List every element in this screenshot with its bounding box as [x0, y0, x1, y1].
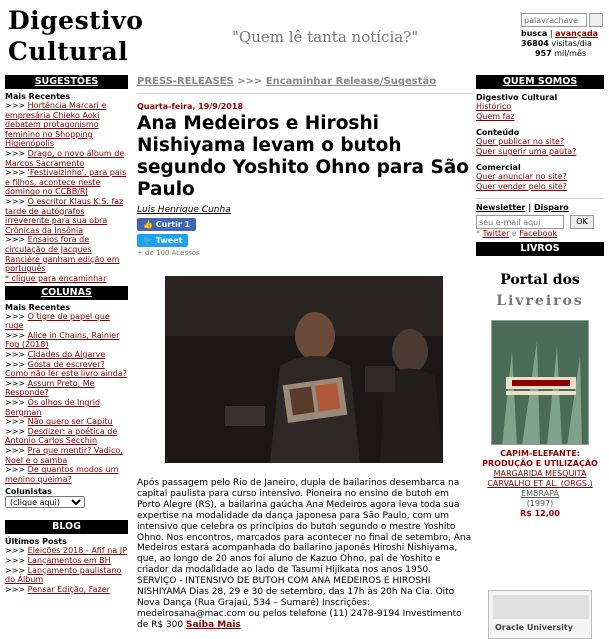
book-cover[interactable]: [491, 320, 589, 445]
sugestao-link[interactable]: O escritor Klaus K.S. faz tarde de autógrafos irreverente para sua obra Crônicas da Insônia: [5, 196, 124, 235]
share-and: e: [509, 229, 520, 238]
newsletter-row: [476, 198, 604, 212]
arrow-marker: >>>: [5, 196, 28, 206]
coluna-item: [5, 446, 128, 465]
arrow-marker: >>>: [5, 426, 28, 436]
read-more-link[interactable]: Saiba Mais: [186, 619, 241, 630]
coluna-link[interactable]: Assum Preto, Me Responde?: [5, 378, 95, 398]
author-link[interactable]: Luis Henrique Cunha: [137, 205, 231, 215]
breadcrumb: [137, 75, 472, 89]
coluna-item: [5, 312, 128, 331]
newsletter-sep: |: [525, 203, 534, 212]
colunas-heading[interactable]: COLUNAS: [5, 286, 128, 300]
article-body-text: Após passagem pelo Rio de Janeiro, dupla de bailarinos desembarca na capital paulista para curso intensivo. Pioneira no ensino de butoh em Porto Alegre (RS), a bailarina gaúcha Ana Medeiros agora leva toda sua expertise na modalidade da dança japonesa para São Paulo, com um intensivo que celebra os princípios do butoh segundo o mestre Yoshito Ohno. Nos encontros, marcados para acontecer no final de setembro, Ana Medeiros estará acompanhada do bailarino japonês Hiroshi Nishiyama, que, ao longo de 20 anos foi aluno de Kazuo Ohno, pai de Yoshito e criador da modalidade ao lado de Tasumi Hijikata nos anos 1950. SERVIÇO - INTENSIVO DE BUTOH COM ANA MEDEIROS E HIROSHI NISHIYAMA Dias 28, 29 e 30 de setembro, das 17h às 20h Na Cia. Oito Nova Dança (Rua Grajaú, 534 – Sumaré) Inscrições: medeirosana@mac.com ou pelos telefone (11) 2478-9194 Investimento de R$ 300: [137, 478, 472, 630]
facebook-link[interactable]: Facebook: [519, 229, 557, 238]
sugestao-item: [5, 101, 128, 149]
newsletter-email-input[interactable]: [476, 215, 564, 229]
article-title: Ana Medeiros e Hiroshi Nishiyama levam o butoh segundo Yoshito Ohno para São Paulo: [137, 113, 469, 200]
arrow-marker: >>>: [5, 565, 28, 575]
blog-post-item: [5, 585, 128, 595]
newsletter-ok-button[interactable]: OK: [570, 215, 594, 229]
tweet-label: Tweet: [155, 236, 183, 245]
main-content: [137, 75, 472, 257]
blog-subheading: Últimos Posts: [5, 537, 67, 547]
coluna-item: [5, 417, 128, 427]
sugestao-link[interactable]: 'Festivalzinho', para pais e filhos, acontece neste domingo no CCBB/RJ: [5, 168, 127, 197]
book-cover-art: [492, 321, 589, 445]
sell-link[interactable]: Quer vender pelo site?: [476, 182, 568, 191]
arrow-marker: >>>: [5, 359, 28, 369]
article-body: [137, 478, 472, 631]
arrow-marker: >>>: [5, 101, 28, 110]
thumbs-up-icon: 👍: [143, 220, 156, 229]
divider: [137, 93, 472, 94]
coluna-link[interactable]: Cidades do Algarve: [27, 350, 106, 360]
colunistas-select[interactable]: [5, 496, 85, 508]
historico-link[interactable]: Histórico: [476, 102, 512, 111]
livros-heading[interactable]: LIVROS: [476, 242, 604, 256]
book2-top-band: [493, 595, 589, 619]
article-date: Quarta-feira, 19/9/2018: [137, 102, 244, 111]
monthly-label: mil/mês: [551, 49, 587, 58]
sugestao-item: [5, 168, 128, 197]
blog-post-link[interactable]: Pensar Edição, Fazer: [27, 584, 110, 594]
portal-logo-line-1: Portal dos: [500, 272, 580, 288]
arrow-marker: >>>: [5, 168, 28, 178]
sugestao-item: [5, 235, 128, 273]
twitter-link[interactable]: Twitter: [482, 229, 510, 238]
portal-dos-livreiros-logo[interactable]: [476, 270, 604, 312]
logo-line-1: Digestivo: [8, 6, 144, 35]
coluna-item: [5, 427, 128, 446]
coluna-item: [5, 350, 128, 360]
left-sidebar: [5, 75, 128, 594]
arrow-marker: >>>: [5, 555, 28, 565]
sugestao-item: [5, 149, 128, 168]
suggest-link[interactable]: Quer sugerir uma pauta?: [476, 147, 577, 156]
site-stats: [521, 39, 592, 59]
article-photo: [165, 276, 443, 463]
book-publisher[interactable]: EMBRAPA: [521, 489, 559, 498]
advanced-search-link[interactable]: avançada: [555, 29, 599, 38]
coluna-link[interactable]: O tigre de papel que ruge: [5, 311, 110, 331]
blog-post-link[interactable]: Eleições 2018 - Afif na JP: [27, 546, 127, 556]
visits-label: visitas/dia: [548, 39, 592, 48]
book-title[interactable]: CAPIM-ELEFANTE: PRODUÇÃO E UTILIZAÇÃO: [482, 449, 598, 468]
search-link[interactable]: busca: [521, 29, 548, 38]
share-links: [476, 229, 604, 238]
coluna-link[interactable]: Não quero ser Capitu: [27, 417, 113, 427]
coluna-item: [5, 360, 128, 379]
sugestao-link[interactable]: Drago, o novo álbum de Marcos Sacramento: [5, 148, 125, 168]
blog-post-link[interactable]: Lançamentos em BH: [27, 555, 111, 565]
blog-post-item: [5, 566, 128, 585]
sugestao-link[interactable]: Ensaios fora de circulação de Jacques Rancière ganham edição em português: [5, 235, 120, 274]
disparo-link[interactable]: Disparo: [533, 203, 569, 212]
facebook-like-button[interactable]: [137, 218, 196, 231]
arrow-marker: >>>: [5, 330, 28, 340]
comercial-label: Comercial: [476, 163, 521, 172]
blog-heading[interactable]: BLOG: [5, 520, 128, 534]
conteudo-label: Conteúdo: [476, 128, 520, 137]
arrow-marker: >>>: [5, 417, 28, 427]
arrow-marker: >>>: [5, 311, 28, 321]
book-author[interactable]: MARGARIDA MESQUITA CARVALHO ET AL. (ORGS.): [487, 469, 593, 488]
sugestao-link[interactable]: Hortência Marcari e empresária Chieko Aoki debatem protagonismo feminino no Shopping Higienópolis: [5, 101, 107, 149]
coluna-item: [5, 331, 128, 350]
advertise-link[interactable]: Quer anunciar no site?: [476, 172, 567, 181]
coluna-link[interactable]: Gosta de escrever? Como não ler este livro ainda?: [5, 359, 127, 379]
breadcrumb-press-releases[interactable]: PRESS-RELEASES: [137, 76, 234, 87]
arrow-marker: >>>: [5, 235, 28, 245]
arrow-marker: >>>: [5, 148, 28, 158]
search-input[interactable]: [521, 13, 587, 27]
coluna-link[interactable]: Os olhos de Ingrid Bergman: [5, 398, 101, 417]
search-links: [521, 29, 598, 38]
arrow-marker: >>>: [5, 584, 28, 594]
arrow-marker: >>>: [5, 446, 28, 455]
book-price: R$ 12,00: [520, 509, 560, 518]
portal-logo-line-2: Livreiros: [496, 293, 584, 309]
colunistas-label: Colunistas: [5, 487, 52, 497]
colunas-subheading: Mais Recentes: [5, 302, 71, 312]
coluna-link[interactable]: De quantos modos um menino queima?: [5, 465, 119, 484]
arrow-marker: >>>: [5, 398, 28, 408]
site-logo[interactable]: [8, 5, 143, 67]
share-star: *: [476, 229, 483, 238]
arrow-marker: >>>: [5, 465, 28, 475]
arrow-marker: >>>: [5, 546, 28, 556]
search-button[interactable]: [589, 13, 603, 27]
logo-line-2: Cultural: [8, 37, 129, 66]
quem-faz-link[interactable]: Quem faz: [476, 112, 515, 121]
performance-photo-illustration: [165, 276, 443, 463]
publish-link[interactable]: Quer publicar no site?: [476, 137, 565, 146]
breadcrumb-sep: >>>: [233, 76, 266, 87]
monthly-value: 957: [535, 49, 552, 58]
sugestao-item: [5, 197, 128, 235]
coluna-link[interactable]: Alice in Chains, Rainier Fog (2018): [5, 330, 120, 350]
coluna-item: [5, 379, 128, 398]
search-sep: |: [547, 29, 556, 38]
sugestoes-list: [5, 101, 128, 274]
arrow-marker: >>>: [5, 350, 28, 360]
quem-somos-heading[interactable]: QUEM SOMOS: [476, 75, 604, 89]
newsletter-link[interactable]: Newsletter: [476, 203, 526, 212]
breadcrumb-forward-release[interactable]: Encaminhar Release/Sugestão: [265, 76, 437, 87]
sugestoes-heading[interactable]: SUGESTÕES: [5, 75, 128, 89]
blog-post-link[interactable]: Lançamento paulistano do Álbum: [5, 565, 122, 585]
coluna-link[interactable]: Pra que mentir? Vadico, Noel e o samba: [5, 446, 123, 465]
second-book-cover[interactable]: [488, 590, 592, 639]
right-sidebar: [476, 75, 604, 518]
book2-label: Oracle University: [495, 623, 573, 632]
forward-suggestion-link[interactable]: * clique para encaminhar: [5, 273, 107, 283]
blog-post-item: [5, 556, 128, 566]
coluna-item: [5, 465, 128, 484]
visits-value: 36804: [521, 39, 549, 48]
facebook-like-label: Curtir 1: [155, 220, 191, 229]
sugestoes-subheading: Mais Recentes: [5, 92, 71, 101]
book-year: (1997): [526, 499, 554, 508]
site-tagline: "Quem lê tanta notícia?": [232, 28, 419, 46]
coluna-link[interactable]: Desdizer: a poética de Antonio Carlos Secchin: [5, 426, 118, 446]
access-count: + de 100 Acessos: [137, 249, 200, 257]
twitter-bird-icon: 🐦: [143, 236, 156, 245]
arrow-marker: >>>: [5, 378, 28, 388]
blog-list: [5, 546, 128, 594]
tweet-button[interactable]: [137, 234, 188, 247]
coluna-item: [5, 398, 128, 417]
article-author: [137, 205, 472, 215]
blog-post-item: [5, 546, 128, 556]
colunas-list: [5, 312, 128, 485]
digestivo-cultural-label: Digestivo Cultural: [476, 93, 558, 102]
